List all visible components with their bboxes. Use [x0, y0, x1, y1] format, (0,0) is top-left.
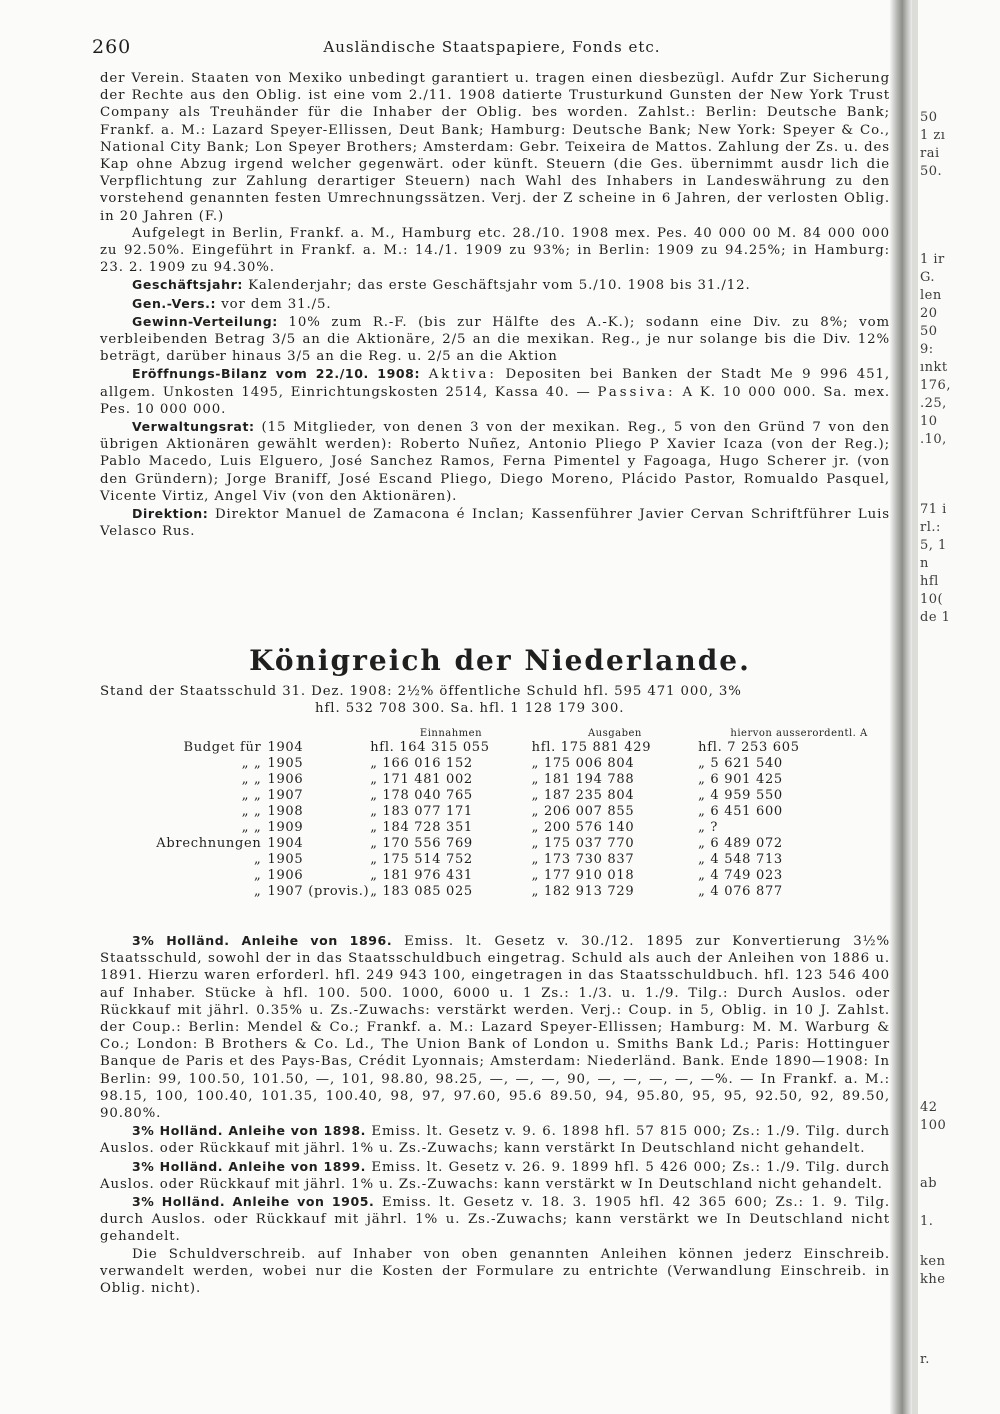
- row-einnahmen: „ 178 040 765: [370, 788, 473, 803]
- verwaltungsrat-text: (15 Mitglieder, von denen 3 von der mexikan. Reg., 5 von den Gründ 7 von den übrigen Aktionären gewählt werden): Roberto Nuñez, Antonio Pliego P Xavier Icaza (von der Reg.); Pablo Macedo, Luis Elguero, José Sanchez Ramos, Ferna Pimentel y Fagoaga, Hugo Scherer jr. (von den Gründern); Jorge Braniff, José Escand Pliego, Diego Moreno, Plácido Pastor, Romualdo Pasquel, Vicente Virtiz, Angel Viv (von den Aktionären).: [100, 420, 890, 504]
- eroeffnungs-bilanz-label: Eröffnungs-Bilanz vom 22./10. 1908:: [132, 366, 421, 382]
- margin-fragment: 176,: [920, 378, 951, 393]
- anleihen-section: [100, 932, 890, 1297]
- gen-vers-text: vor dem 31./5.: [216, 296, 332, 312]
- margin-fragment: len: [920, 288, 942, 303]
- budget-table: [100, 728, 900, 900]
- table-row: [100, 756, 900, 772]
- margin-fragment: 20: [920, 306, 938, 321]
- row-ausserordentlich: „ 4 959 550: [698, 788, 783, 803]
- table-row: [100, 772, 900, 788]
- row-ausgaben: „ 175 006 804: [531, 756, 635, 771]
- margin-fragment: 10: [920, 414, 938, 429]
- margin-fragment: 100: [920, 1118, 947, 1133]
- row-ausgaben: „ 182 913 729: [531, 884, 635, 899]
- table-row: [100, 820, 900, 836]
- row-year: 1907: [267, 788, 304, 803]
- anleihe-1905-paragraph: [100, 1193, 890, 1246]
- margin-fragment: r.: [920, 1352, 930, 1367]
- row-ausserordentlich: „ 4 548 713: [698, 852, 783, 867]
- table-row: [100, 788, 900, 804]
- row-ausgaben: hfl. 175 881 429: [531, 740, 652, 755]
- table-row: [100, 868, 900, 884]
- table-row: [100, 852, 900, 868]
- row-label: „ „: [241, 788, 262, 803]
- schluss-paragraph: Die Schuldverschreib. auf Inhaber von oben genannten Anleihen können jederz Einschreib. verwandelt werden, wobei nur die Kosten der Formulare zu entrichte (Verwandlung Einschreib. in Oblig. nicht).: [100, 1246, 890, 1297]
- row-einnahmen: „ 184 728 351: [370, 820, 473, 835]
- row-year: 1904: [267, 836, 304, 851]
- margin-fragment: 1 zı: [920, 128, 946, 143]
- geschaeftsjahr-text: Kalenderjahr; das erste Geschäftsjahr vom 5./10. 1908 bis 31./12.: [242, 278, 751, 294]
- margin-fragment: hfl: [920, 574, 939, 589]
- row-ausserordentlich: „ 6 901 425: [698, 772, 783, 787]
- row-ausserordentlich: „ 6 489 072: [698, 836, 783, 851]
- row-ausserordentlich: „ 4 076 877: [698, 884, 783, 899]
- row-ausgaben: „ 181 194 788: [531, 772, 635, 787]
- page-header: [92, 36, 892, 58]
- staatsschuld-stand: [100, 684, 900, 717]
- geschaeftsjahr-paragraph: [100, 276, 890, 294]
- row-einnahmen: hfl. 164 315 055: [370, 740, 490, 755]
- direktion-label: Direktion:: [132, 506, 209, 522]
- row-label: „ „: [241, 804, 262, 819]
- row-label: „ „: [241, 772, 262, 787]
- eroeffnungs-bilanz-paragraph: [100, 365, 890, 418]
- row-ausgaben: „ 175 037 770: [531, 836, 635, 851]
- binding-edge: [912, 0, 918, 1414]
- margin-fragment: 1.: [920, 1214, 934, 1229]
- gen-vers-label: Gen.-Vers.:: [132, 295, 217, 311]
- anleihe-1898-label: 3% Holländ. Anleihe von 1898.: [132, 1123, 366, 1139]
- row-label: „ „: [241, 756, 262, 771]
- margin-fragment: .25,: [920, 396, 947, 411]
- margin-fragment: G.: [920, 270, 936, 285]
- row-label: „: [254, 868, 262, 883]
- row-label: „: [254, 852, 262, 867]
- row-ausserordentlich: „ ?: [698, 820, 719, 835]
- binding-margin: [890, 0, 1000, 1414]
- margin-fragment: de 1: [920, 610, 951, 625]
- direktion-text: Direktor Manuel de Zamacona é Inclan; Kassenführer Javier Cervan Schriftführer Luis Velasco Rus.: [100, 507, 890, 540]
- row-year: 1906: [267, 772, 304, 787]
- row-einnahmen: „ 166 016 152: [370, 756, 473, 771]
- margin-fragment: n: [920, 556, 929, 571]
- margin-fragment: ken: [920, 1254, 946, 1269]
- row-einnahmen: „ 183 085 025: [370, 884, 473, 899]
- row-ausgaben: „ 173 730 837: [531, 852, 635, 867]
- row-year: 1904: [267, 740, 304, 755]
- aufgelegt-paragraph: Aufgelegt in Berlin, Frankf. a. M., Hamburg etc. 28./10. 1908 mex. Pes. 40 000 00 M. 84 000 000 zu 92.50%. Eingeführt in Frankf. a. M.: 14./1. 1909 zu 93%; in Berlin: 1909 zu 94.25%; in Hamburg: 23. 2. 1909 zu 94.30%.: [100, 225, 890, 276]
- row-label: Abrechnungen: [156, 836, 262, 851]
- row-ausserordentlich: hfl. 7 253 605: [698, 740, 800, 755]
- anleihe-1896-text: Emiss. lt. Gesetz v. 30./12. 1895 zur Konvertierung 3½% Staatsschuld, sowohl der in das Staatsschuldbuch eingetrag. Schuld als auch der Anleihen von 1886 u. 1891. Hierzu waren erforderl. hfl. 249 943 100, eingetragen in das Staatsschuldbuch. hfl. 123 546 400 auf Inhaber. Stücke à hfl. 100. 500. 1000, 6000 u. 1 Zs.: 1./3. u. 1./9. Tilg.: Durch Auslos. oder Rückkauf mit jährl. 0.35% u. Zs.-Zuwachs: verstärkt werden. Verj.: Coup. in 5, Oblig. in 10 J. Zahlst. der Coup.: Berlin: Mendel & Co.; Frankf. a. M.: Lazard Speyer-Ellissen; Hamburg: M. M. Warburg & Co.; London: B Brothers & Co. Ld., The Union Bank of London u. Smiths Bank Ld.; Paris: Hottinguer Banque de Paris et des Pays-Bas, Crédit Lyonnais; Amsterdam: Niederländ. Bank. Ende 1890—1908: In Berlin: 99, 100.50, 101.50, —, 101, 98.80, 98.25, —, —, —, 90, —, —, —, —, —%. — In Frankf. a. M.: 98.15, 100, 100.40, 101.35, 100.40, 98, 97, 97.60, 95.6 89.50, 94, 95.80, 95, 95, 92.50, 92, 89.50, 90.80%.: [100, 934, 890, 1122]
- row-ausserordentlich: „ 4 749 023: [698, 868, 783, 883]
- row-ausgaben: „ 200 576 140: [531, 820, 635, 835]
- row-label: „: [254, 884, 262, 899]
- section-heading-niederlande: Königreich der Niederlande.: [249, 644, 751, 677]
- row-einnahmen: „ 175 514 752: [370, 852, 473, 867]
- row-einnahmen: „ 171 481 002: [370, 772, 473, 787]
- anleihe-1898-text: Emiss. lt. Gesetz v. 9. 6. 1898 hfl. 57 815 000; Zs.: 1./9. Tilg. durch Auslos. oder Rückkauf mit jährl. 1% u. Zs.-Zuwachs; kann verstärkt In Deutschland nicht gehandelt.: [100, 1124, 890, 1157]
- margin-fragment: 42: [920, 1100, 938, 1115]
- margin-fragment: 50: [920, 110, 938, 125]
- anleihe-1898-paragraph: [100, 1122, 890, 1157]
- geschaeftsjahr-label: Geschäftsjahr:: [132, 277, 243, 293]
- margin-fragment: 9:: [920, 342, 934, 357]
- margin-fragment: khe: [920, 1272, 946, 1287]
- row-ausserordentlich: „ 6 451 600: [698, 804, 783, 819]
- margin-fragment: 5, 1: [920, 538, 947, 553]
- row-einnahmen: „ 170 556 769: [370, 836, 473, 851]
- binding-shadow: [890, 0, 912, 1414]
- margin-fragment: ab: [920, 1176, 938, 1191]
- direktion-paragraph: [100, 505, 890, 540]
- row-year: 1909: [267, 820, 304, 835]
- anleihe-1896-paragraph: [100, 932, 890, 1122]
- gen-vers-paragraph: [100, 295, 890, 313]
- anleihe-1896-label: 3% Holländ. Anleihe von 1896.: [132, 933, 393, 948]
- margin-fragment: .10,: [920, 432, 947, 447]
- mexico-section: [100, 70, 890, 540]
- margin-fragment: 71 i: [920, 502, 947, 517]
- margin-fragment: 50.: [920, 164, 943, 179]
- margin-fragment: 50: [920, 324, 938, 339]
- margin-fragment: 1 ir: [920, 252, 945, 267]
- header-ausserordentlich: hiervon ausserordentl. A: [730, 728, 868, 739]
- row-einnahmen: „ 183 077 171: [370, 804, 473, 819]
- row-ausgaben: „ 187 235 804: [531, 788, 635, 803]
- gewinn-verteilung-label: Gewinn-Verteilung:: [132, 313, 278, 329]
- verwaltungsrat-label: Verwaltungsrat:: [132, 419, 255, 435]
- passiva-text: A K. 10 000 000. Sa. mex. Pes. 10 000 000.: [100, 384, 890, 417]
- margin-fragment: ınkt: [920, 360, 948, 375]
- row-year: 1906: [267, 868, 304, 883]
- anleihe-1905-label: 3% Holländ. Anleihe von 1905.: [132, 1194, 375, 1210]
- row-label: „ „: [241, 820, 262, 835]
- row-year: 1905: [267, 852, 304, 867]
- row-einnahmen: „ 181 976 431: [370, 868, 473, 883]
- running-title: Ausländische Staatspapiere, Fonds etc.: [323, 38, 661, 56]
- anleihe-1899-paragraph: [100, 1158, 890, 1193]
- anleihe-1905-text: Emiss. lt. Gesetz v. 18. 3. 1905 hfl. 42 365 600; Zs.: 1. 9. Tilg. durch Auslos. oder Rückkauf mit jährl. 1% u. Zs.-Zuwachs; kann verstärkt we In Deutschland nicht gehandelt.: [100, 1195, 890, 1245]
- aktiva-label: Aktiva:: [428, 367, 497, 383]
- margin-fragment: rai: [920, 146, 940, 161]
- table-row: [100, 740, 900, 756]
- row-ausgaben: „ 206 007 855: [531, 804, 635, 819]
- margin-fragment: 10(: [920, 592, 944, 607]
- mexico-intro-paragraph: der Verein. Staaten von Mexiko unbedingt garantiert u. tragen einen diesbezügl. Aufdr Zur Sicherung der Rechte aus den Oblig. ist eine vom 2./11. 1908 datierte Trusturkund Gunsten der New York Trust Company als Treuhänder für die Inhaber der Oblig. bes worden. Zahlst.: Berlin: Deutsche Bank; Frankf. a. M.: Lazard Speyer-Ellissen, Deut Bank; Hamburg: Deutsche Bank; New York: Speyer & Co., National City Bank; Lon Speyer Brothers; Amsterdam: Gebr. Teixeira de Mattos. Zahlung der Zs. u. des Kap ohne Abzug irgend welcher gegenwärt. oder künft. Steuern (die Ges. übernimmt ausdr lich die Verpflichtung zur Zahlung derartiger Steuern) nach Wahl des Inhabers in Landeswährung zu den vorstehend genannten festen Umrechnungssätzen. Verj. der Z scheine in 6 Jahren, der verlosten Oblig. in 20 Jahren (F.): [100, 71, 890, 224]
- table-row: [100, 836, 900, 852]
- header-ausgaben: Ausgaben: [587, 728, 642, 739]
- row-label: Budget für: [183, 740, 262, 755]
- row-year: 1908: [267, 804, 304, 819]
- table-row: [100, 884, 900, 900]
- row-ausserordentlich: „ 5 621 540: [698, 756, 783, 771]
- row-year: 1907 (provis.): [267, 884, 370, 899]
- budget-header-row: [100, 728, 900, 740]
- stand-line-1: Stand der Staatsschuld 31. Dez. 1908: 2½% öffentliche Schuld hfl. 595 471 000, 3%: [100, 684, 742, 699]
- header-einnahmen: Einnahmen: [419, 728, 483, 739]
- margin-fragment: rl.:: [920, 520, 941, 535]
- anleihe-1899-label: 3% Holländ. Anleihe von 1899.: [132, 1158, 366, 1174]
- anleihe-1899-text: Emiss. lt. Gesetz v. 26. 9. 1899 hfl. 5 426 000; Zs.: 1./9. Tilg. durch Auslos. oder Rückkauf mit jährl. 1% u. Zs.-Zuwachs: kann verstärkt w In Deutschland nicht gehandelt.: [100, 1159, 890, 1192]
- gewinn-verteilung-paragraph: [100, 313, 890, 366]
- table-row: [100, 804, 900, 820]
- gewinn-verteilung-text: 10% zum R.-F. (bis zur Hälfte des A.-K.); sodann eine Div. zu 8%; vom verbleibenden Betrag 3/5 an die Aktionäre, 2/5 an die mexikan. Reg., je nur solange bis die Div. 12% beträgt, darüber hinaus 3/5 an die Reg. u. 2/5 an die Aktion: [100, 314, 890, 365]
- aktiva-text: Depositen bei Banken der Stadt Me 9 996 451, allgem. Unkosten 1495, Einrichtungskosten 2514, Kassa 40. —: [100, 367, 891, 400]
- row-year: 1905: [267, 756, 304, 771]
- passiva-label: Passiva:: [597, 384, 676, 400]
- page-number: 260: [92, 36, 132, 58]
- row-ausgaben: „ 177 910 018: [531, 868, 635, 883]
- verwaltungsrat-paragraph: [100, 418, 890, 505]
- stand-line-2: hfl. 532 708 300. Sa. hfl. 1 128 179 300.: [315, 700, 625, 716]
